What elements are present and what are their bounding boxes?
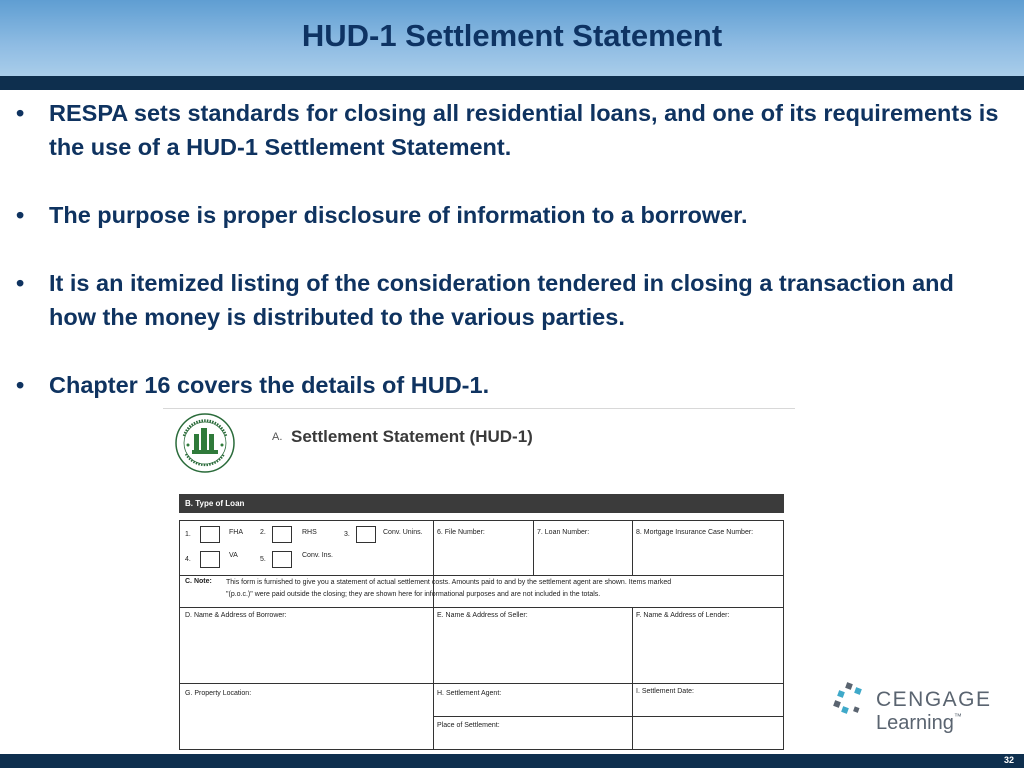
bullet-item: • It is an itemized listing of the consideration tendered in closing a transaction and how the money is distributed to the various parties. xyxy=(14,266,1004,334)
slide-header xyxy=(0,0,1024,76)
hud-seal-icon xyxy=(174,412,236,474)
slide-footer-bar xyxy=(0,754,1024,768)
conv-unins-checkbox[interactable] xyxy=(356,526,376,543)
bullet-item: • Chapter 16 covers the details of HUD-1. xyxy=(14,368,1004,402)
bullet-item: • The purpose is proper disclosure of information to a borrower. xyxy=(14,198,1004,232)
settlement-date-label: I. Settlement Date: xyxy=(636,688,694,695)
bullet-item: • RESPA sets standards for closing all residential loans, and one of its requirements is the use of a HUD-1 Settlement Statement. xyxy=(14,96,1004,164)
bullet-list xyxy=(14,96,1004,436)
rhs-checkbox[interactable] xyxy=(272,526,292,543)
va-checkbox[interactable] xyxy=(200,551,220,568)
cengage-logo-icon xyxy=(833,682,867,716)
conv-unins-label: Conv. Unins. xyxy=(383,529,423,536)
loan-type-number: 2. xyxy=(260,529,266,536)
form-title-letter: A. xyxy=(272,431,283,443)
section-b-header: B. Type of Loan xyxy=(179,494,784,513)
fha-label: FHA xyxy=(229,529,243,536)
loan-type-number: 3. xyxy=(344,531,350,538)
loan-number-label: 7. Loan Number: xyxy=(537,529,590,536)
conv-ins-checkbox[interactable] xyxy=(272,551,292,568)
seller-label: E. Name & Address of Seller: xyxy=(437,612,528,619)
mortgage-case-label: 8. Mortgage Insurance Case Number: xyxy=(636,529,754,536)
conv-ins-label: Conv. Ins. xyxy=(302,552,333,559)
borrower-label: D. Name & Address of Borrower: xyxy=(185,612,287,619)
learning-text: Learning xyxy=(876,712,954,734)
loan-type-number: 5. xyxy=(260,556,266,563)
property-location-label: G. Property Location: xyxy=(185,690,252,697)
note-line-2: "(p.o.c.)" were paid outside the closing; they are shown here for informational purposes and are not included in the totals. xyxy=(226,591,601,598)
loan-type-number: 1. xyxy=(185,531,191,538)
file-number-label: 6. File Number: xyxy=(437,529,485,536)
place-of-settlement-label: Place of Settlement: xyxy=(437,722,500,729)
header-divider-bar xyxy=(0,76,1024,90)
rhs-label: RHS xyxy=(302,529,317,536)
hud1-form-image xyxy=(163,408,795,754)
lender-label: F. Name & Address of Lender: xyxy=(636,612,730,619)
settlement-agent-label: H. Settlement Agent: xyxy=(437,690,502,697)
form-grid xyxy=(179,520,784,750)
va-label: VA xyxy=(229,552,238,559)
form-title: Settlement Statement (HUD-1) xyxy=(291,427,533,446)
note-label: C. Note: xyxy=(185,578,212,585)
note-line-1: This form is furnished to give you a statement of actual settlement costs. Amounts paid to and by the settlement agent are shown. Items marked xyxy=(226,579,672,586)
slide-title: HUD-1 Settlement Statement xyxy=(301,18,723,53)
cengage-logo-text: CENGAGE xyxy=(876,688,992,711)
learning-logo-text: Learning™ xyxy=(876,712,962,734)
fha-checkbox[interactable] xyxy=(200,526,220,543)
page-number: 32 xyxy=(1003,755,1014,765)
loan-type-number: 4. xyxy=(185,556,191,563)
